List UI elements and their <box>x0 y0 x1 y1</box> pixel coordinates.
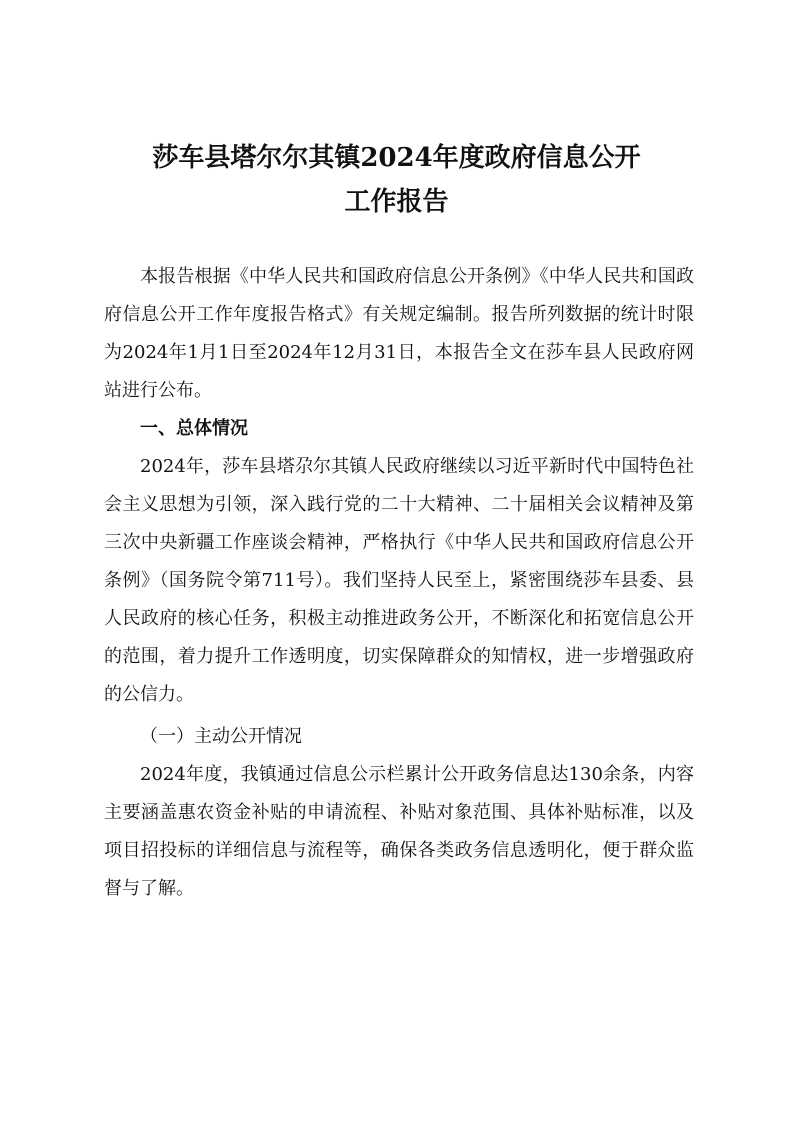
intro-paragraph: 本报告根据《中华人民共和国政府信息公开条例》《中华人民共和国政府信息公开工作年度报告格式》有关规定编制。报告所列数据的统计时限为2024年1月1日至2024年12月31日，本报告全文在莎车县人民政府网站进行公布。 <box>104 266 694 401</box>
report-title-line-2: 工作报告 <box>344 187 449 217</box>
proactive-disclosure-paragraph: 2024年度，我镇通过信息公示栏累计公开政务信息达130余条，内容主要涵盖惠农资金补贴的申请流程、补贴对象范围、具体补贴标准，以及项目招投标的详细信息与流程等，确保各类政务信息透明化，便于群众监督与了解。 <box>104 764 694 899</box>
report-body <box>104 258 694 908</box>
overview-paragraph: 2024年，莎车县塔尕尔其镇人民政府继续以习近平新时代中国特色社会主义思想为引领，深入践行党的二十大精神、二十届相关会议精神及第三次中央新疆工作座谈会精神，严格执行《中华人民共和国政府信息公开条例》（国务院令第711号）。我们坚持人民至上，紧密围绕莎车县委、县人民政府的核心任务，积极主动推进政务公开，不断深化和拓宽信息公开的范围，着力提升工作透明度，切实保障群众的知情权，进一步增强政府的公信力。 <box>104 456 694 705</box>
subsection-heading-proactive-disclosure: （一）主动公开情况 <box>140 726 302 747</box>
section-heading-overview: 一、总体情况 <box>140 418 248 439</box>
report-title-line-1: 莎车县塔尔尔其镇2024年度政府信息公开 <box>152 143 641 173</box>
